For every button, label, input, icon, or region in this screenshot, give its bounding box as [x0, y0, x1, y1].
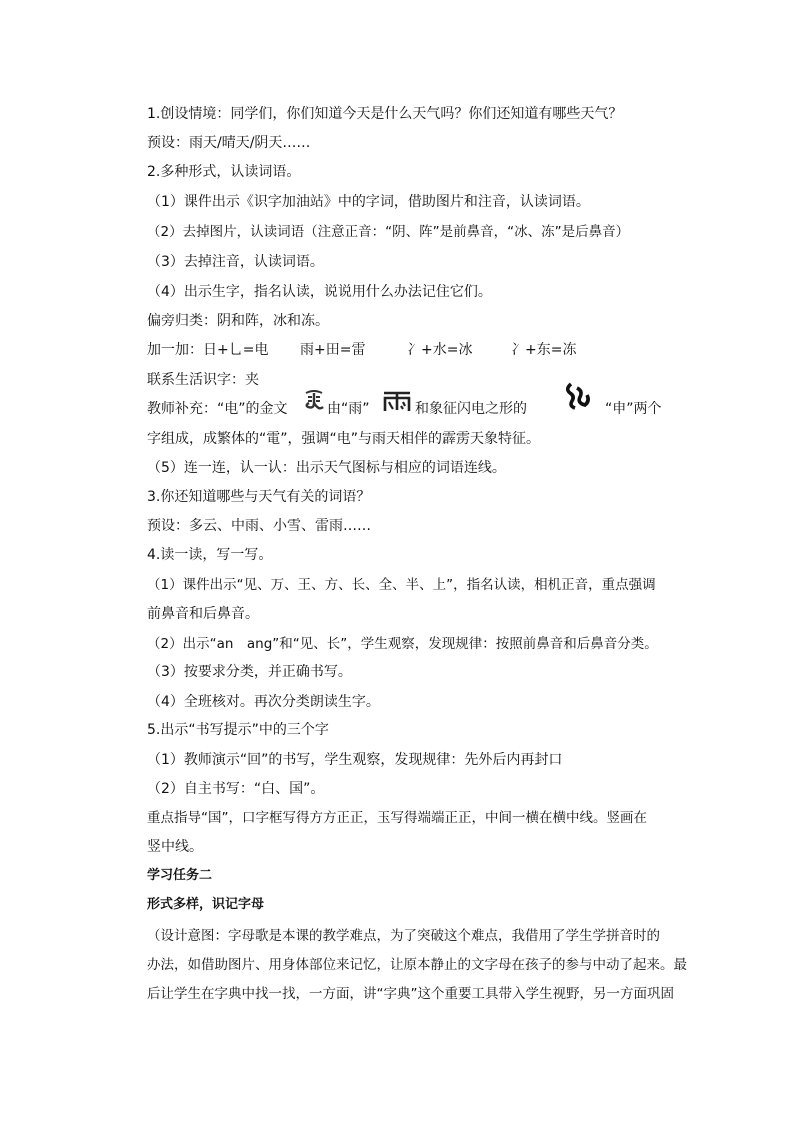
add-line — [147, 340, 677, 360]
text-line: 竖中线。 — [147, 839, 203, 855]
text-line: （3）按要求分类，并正确书写。 — [147, 664, 352, 680]
teacher-text: 由“雨” — [327, 401, 370, 417]
add-item: 冫+水=冰 — [407, 342, 473, 358]
text-line: 后让学生在字典中找一找，一方面，讲“字典”这个重要工具带入学生视野，另一方面巩固 — [147, 986, 674, 1002]
text-line: 4.读一读，写一写。 — [147, 547, 273, 563]
text-line: （4）全班核对。再次分类朗读生字。 — [147, 694, 380, 710]
teacher-text: “申”两个 — [605, 401, 662, 417]
teacher-text: 教师补充：“电”的金文 — [147, 401, 288, 417]
text-line: （1）课件出示“见、万、王、方、长、全、半、上”，指名认读，相机正音，重点强调 — [147, 577, 656, 593]
section-title: 学习任务二 — [147, 868, 213, 883]
teacher-text: 和象征闪电之形的 — [415, 401, 527, 417]
text-line: 偏旁归类：阴和阵，冰和冻。 — [147, 313, 329, 329]
text-line: （3）去掉注音，认读词语。 — [147, 254, 324, 270]
text-line: 字组成，成繁体的“電”，强调“电”与雨天相伴的霹雳天象特征。 — [147, 431, 541, 447]
text-line: （2）出示“an ang”和“见、长”，学生观察，发现规律：按照前鼻音和后鼻音分类。 — [147, 636, 658, 652]
text-line: 预设：多云、中雨、小雪、雷雨…… — [147, 518, 371, 534]
text-line: 办法，如借助图片、用身体部位来记忆，让原本静止的文字母在孩子的参与中动了起来。最 — [147, 957, 687, 973]
text-line: 预设：雨天/晴天/阴天…… — [147, 135, 311, 151]
text-line: （1）课件出示《识字加油站》中的字词，借助图片和注音，认读词语。 — [147, 194, 590, 210]
add-label: 加一加： — [147, 342, 203, 358]
add-item: 日+乚=电 — [203, 342, 269, 358]
text-line: 3.你还知道哪些与天气有关的词语？ — [147, 489, 371, 505]
rain-glyph-icon — [381, 389, 413, 413]
text-line: （2）自主书写：“白、国”。 — [147, 781, 325, 797]
add-item: 雨+田=雷 — [300, 342, 366, 358]
text-line: 重点指导“国”，口字框写得方方正正，玉写得端端正正，中间一横在横中线。竖画在 — [147, 810, 647, 826]
text-line: （1）教师演示“回”的书写，学生观察，发现规律：先外后内再封口 — [147, 752, 563, 768]
text-line: （2）去掉图片，认读词语（注意正音：“阴、阵”是前鼻音，“冰、冻”是后鼻音） — [147, 224, 630, 240]
text-line: 5.出示“书写提示”中的三个字 — [147, 722, 329, 738]
text-line: （设计意图：字母歌是本课的教学难点，为了突破这个难点，我借用了学生学拼音时的 — [147, 928, 660, 944]
text-line: 1.创设情境：同学们，你们知道今天是什么天气吗？你们还知道有哪些天气？ — [147, 106, 623, 122]
bronze-dian-glyph-icon — [303, 389, 325, 415]
text-line: 2.多种形式，认读词语。 — [147, 164, 301, 180]
lightning-glyph-icon — [563, 381, 593, 411]
text-line: 前鼻音和后鼻音。 — [147, 606, 259, 622]
add-item: 冫+东=冻 — [511, 342, 577, 358]
text-line: （4）出示生字，指名认读，说说用什么办法记住它们。 — [147, 284, 492, 300]
teacher-line — [147, 399, 677, 421]
text-line: （5）连一连，认一认：出示天气图标与相应的词语连线。 — [147, 460, 506, 476]
text-line: 联系生活识字：夹 — [147, 372, 259, 388]
section-subtitle: 形式多样，识记字母 — [147, 897, 265, 912]
